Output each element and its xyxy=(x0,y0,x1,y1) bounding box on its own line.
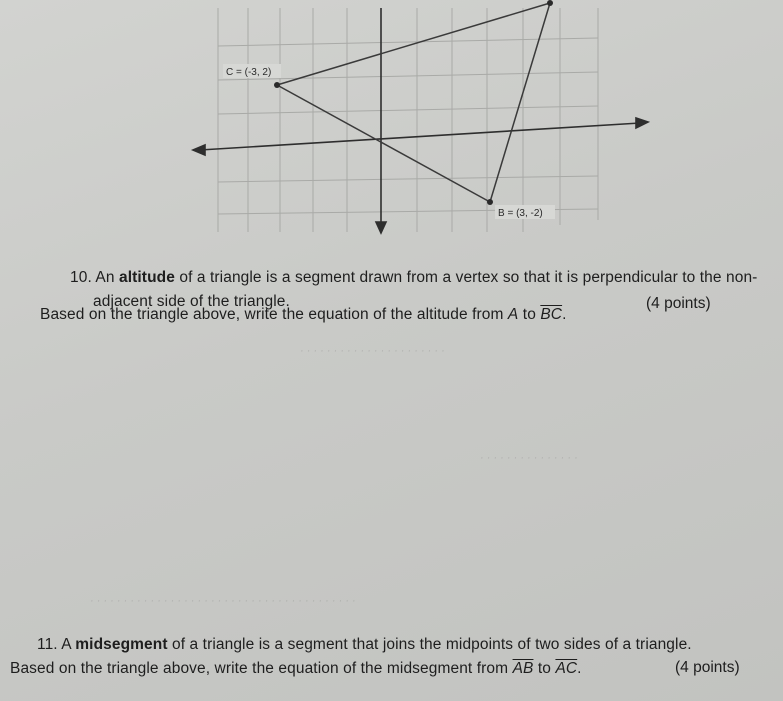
q11-prompt xyxy=(10,659,582,679)
q10-text-after: of a triangle is a segment drawn from a vertex so that it is perpendicular to the non- xyxy=(179,269,758,286)
q10-prompt xyxy=(40,305,567,325)
q10-prompt-to: to xyxy=(522,306,536,323)
point-c-label: C = (-3, 2) xyxy=(226,67,272,78)
q11-text-after: of a triangle is a segment that joins the midpoints of two sides of a triangle. xyxy=(172,636,692,653)
q11-prompt-end: . xyxy=(577,660,582,677)
q10-prompt-end: . xyxy=(562,306,567,323)
bleed-through-mark: · · · · · · · · · · · · · · · · · · · · · · xyxy=(300,345,445,357)
triangle xyxy=(277,3,550,202)
bleed-through-mark: · · · · · · · · · · · · · · · · · · · · · · · · · · · · · · · · · · · · · · · · xyxy=(90,595,356,607)
point-a xyxy=(547,0,553,6)
q10-bold-term: altitude xyxy=(119,269,175,286)
q11-prompt-text: Based on the triangle above, write the equation of the midsegment from xyxy=(10,660,509,677)
point-b-label: B = (3, -2) xyxy=(498,208,543,219)
q11-number: 11. xyxy=(37,636,58,653)
q11-prompt-to: to xyxy=(537,660,552,677)
point-c xyxy=(274,82,280,88)
q11-segment-ab: $\overline{AB}$ xyxy=(512,660,534,677)
q10-number: 10. xyxy=(70,269,92,286)
bleed-through-mark: · · · · · · · · · · · · · · · xyxy=(480,452,578,464)
q11-segment-ac: $\overline{AC}$ xyxy=(555,660,578,677)
q10-segment-bc: $\overline{BC}$ xyxy=(540,306,563,323)
q11-points: (4 points) xyxy=(675,659,740,676)
q10-line1 xyxy=(70,268,757,288)
q10-prompt-text: Based on the triangle above, write the equation of the altitude from xyxy=(40,306,504,323)
q10-text-before: An xyxy=(95,269,115,286)
point-b xyxy=(487,199,493,205)
coordinate-graph xyxy=(0,0,783,250)
q11-bold-term: midsegment xyxy=(75,636,168,653)
q11-line1 xyxy=(37,635,692,655)
grid xyxy=(218,8,598,232)
q10-point-a: A xyxy=(507,306,519,323)
q10-points: (4 points) xyxy=(646,295,711,312)
q11-text-before: A xyxy=(61,636,71,653)
q10-line2-text: adjacent side of the triangle. xyxy=(93,293,290,310)
